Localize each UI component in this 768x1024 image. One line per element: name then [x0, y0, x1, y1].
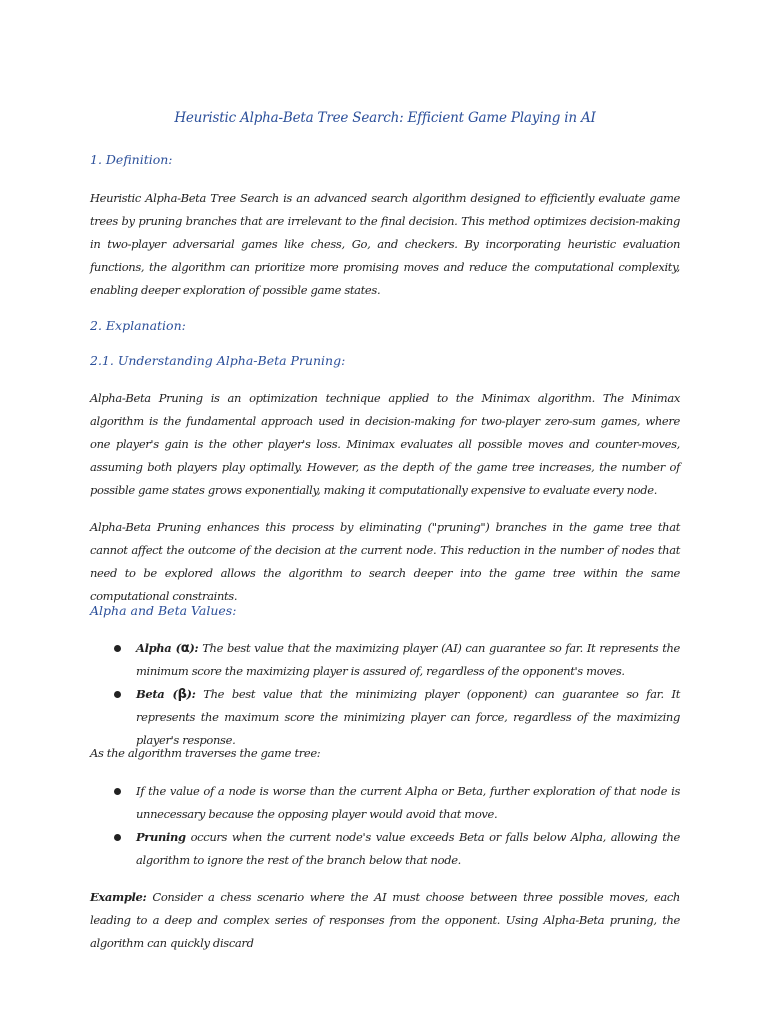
- example-text: Consider a chess scenario where the AI must choose between three possible moves, each leading to a deep and complex series of responses from the opponent. Using Alpha-Beta pruning, the algorithm can quickly discard: [90, 890, 680, 950]
- example-label: Example:: [90, 890, 147, 904]
- alpha-close: ):: [189, 641, 199, 655]
- traversal-list: [90, 780, 680, 872]
- alpha-beta-list: [90, 637, 680, 752]
- alpha-symbol: α: [180, 641, 190, 656]
- example-paragraph: [90, 886, 680, 955]
- explanation-heading: 2. Explanation:: [90, 318, 186, 333]
- beta-description: The best value that the minimizing player (opponent) can guarantee so far. It represents the maximum score the minimizing player can force, regardless of the maximizing player's response.: [136, 687, 680, 747]
- understanding-paragraph-1: Alpha-Beta Pruning is an optimization technique applied to the Minimax algorithm. The Minimax algorithm is the fundamental approach used in decision-making for two-player zero-sum games, where one player's gain is the other player's loss. Minimax evaluates all possible moves and counter-moves, assuming both players play optimally. However, as the depth of the game tree increases, the number of possible game states grows exponentially, making it computationally expensive to evaluate every node.: [90, 391, 680, 497]
- beta-symbol: β: [177, 687, 187, 702]
- definition-heading: 1. Definition:: [90, 152, 173, 167]
- alpha-description: The best value that the maximizing player (AI) can guarantee so far. It represents the minimum score the maximizing player is assured of, regardless of the opponent's moves.: [136, 641, 680, 678]
- alpha-beta-heading: Alpha and Beta Values:: [90, 603, 237, 618]
- beta-label: Beta (: [136, 687, 178, 701]
- traversal-item-1: If the value of a node is worse than the current Alpha or Beta, further exploration of that node is unnecessary because the opposing player would avoid that move.: [136, 784, 680, 821]
- beta-close: ):: [186, 687, 196, 701]
- bullet-icon: [114, 691, 121, 698]
- bullet-icon: [114, 834, 121, 841]
- understanding-heading: 2.1. Understanding Alpha-Beta Pruning:: [90, 353, 346, 368]
- definition-paragraph: Heuristic Alpha-Beta Tree Search is an advanced search algorithm designed to efficiently evaluate game trees by pruning branches that are irrelevant to the final decision. This method optimizes decision-making in two-player adversarial games like chess, Go, and checkers. By incorporating heuristic evaluation functions, the algorithm can prioritize more promising moves and reduce the computational complexity, enabling deeper exploration of possible game states.: [90, 191, 680, 297]
- list-item-pruning: [90, 826, 680, 872]
- alpha-label: Alpha (: [136, 641, 181, 655]
- pruning-description: occurs when the current node's value exceeds Beta or falls below Alpha, allowing the algorithm to ignore the rest of the branch below that node.: [136, 830, 680, 867]
- understanding-paragraph-2: Alpha-Beta Pruning enhances this process by eliminating ("pruning") branches in the game tree that cannot affect the outcome of the decision at the current node. This reduction in the number of nodes that need to be explored allows the algorithm to search deeper into the game tree within the same computational constraints.: [90, 520, 680, 603]
- list-item-alpha: [90, 637, 680, 683]
- pruning-label: Pruning: [136, 830, 186, 844]
- document-title: Heuristic Alpha-Beta Tree Search: Efficient Game Playing in AI: [174, 110, 596, 126]
- traversal-intro: As the algorithm traverses the game tree:: [90, 746, 321, 760]
- bullet-icon: [114, 788, 121, 795]
- bullet-icon: [114, 645, 121, 652]
- list-item-unnecessary: [90, 780, 680, 826]
